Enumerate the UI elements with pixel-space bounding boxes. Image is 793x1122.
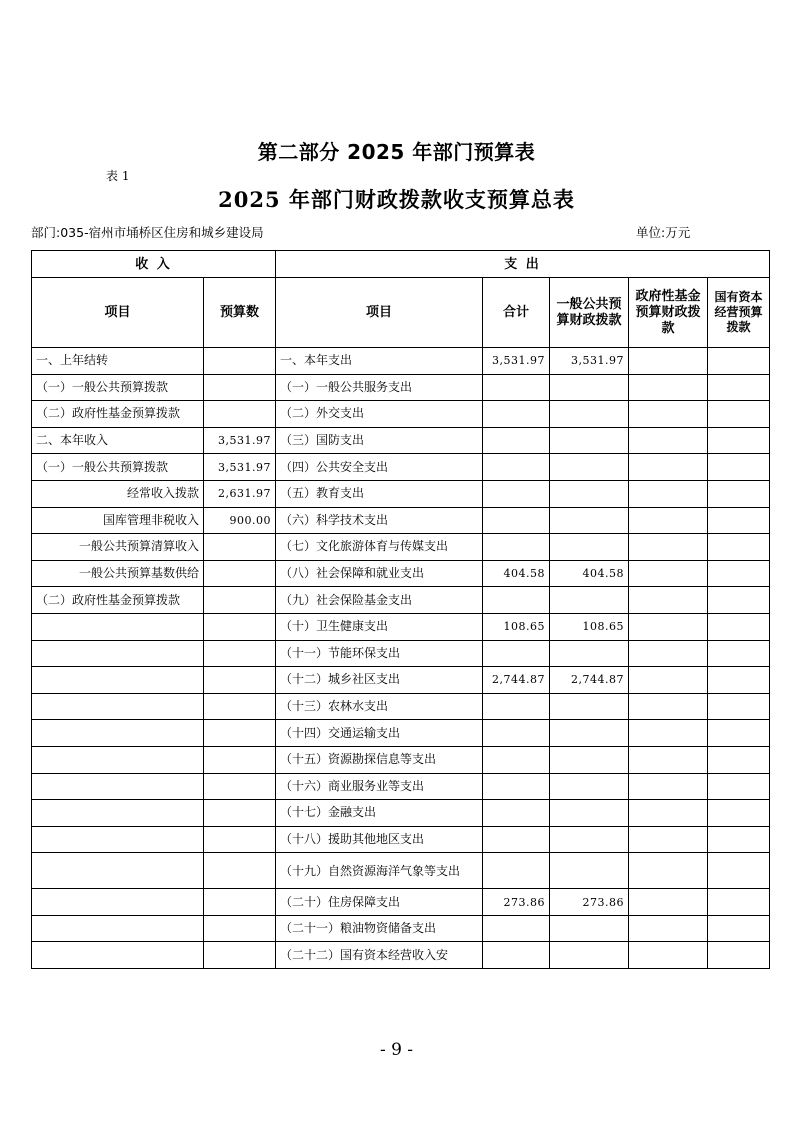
income-item-cell — [32, 613, 204, 640]
expense-item-cell: （十一）节能环保支出 — [276, 640, 483, 667]
fund-budget-cell — [629, 853, 708, 889]
fund-budget-cell — [629, 534, 708, 561]
total-cell — [483, 915, 550, 942]
expense-item-cell: （十五）资源勘探信息等支出 — [276, 746, 483, 773]
general-budget-cell — [550, 693, 629, 720]
income-item-cell: （一）一般公共预算拨款 — [32, 374, 204, 401]
soe-budget-cell — [708, 720, 770, 747]
fund-budget-cell — [629, 693, 708, 720]
table-row — [32, 915, 770, 942]
total-cell — [483, 826, 550, 853]
table-row — [32, 853, 770, 889]
total-cell — [483, 401, 550, 428]
budget-table — [31, 250, 770, 969]
total-cell: 273.86 — [483, 889, 550, 916]
expense-item-cell: （二）外交支出 — [276, 401, 483, 428]
total-cell — [483, 746, 550, 773]
income-item-cell: 一般公共预算基数供给 — [32, 560, 204, 587]
fund-budget-cell — [629, 915, 708, 942]
total-cell — [483, 773, 550, 800]
income-value-cell — [204, 915, 276, 942]
income-value-cell — [204, 800, 276, 827]
general-budget-cell — [550, 480, 629, 507]
table-row — [32, 800, 770, 827]
soe-budget-cell — [708, 915, 770, 942]
fund-budget-cell — [629, 427, 708, 454]
soe-budget-cell — [708, 427, 770, 454]
expense-item-cell: （九）社会保险基金支出 — [276, 587, 483, 614]
general-budget-cell — [550, 587, 629, 614]
page-number: - 9 - — [379, 1040, 414, 1060]
total-cell — [483, 480, 550, 507]
col-header-budget: 预算数 — [204, 278, 276, 348]
fund-budget-cell — [629, 507, 708, 534]
soe-budget-cell — [708, 454, 770, 481]
soe-budget-cell — [708, 853, 770, 889]
fund-budget-cell — [629, 889, 708, 916]
income-value-cell — [204, 613, 276, 640]
expense-item-cell: （十九）自然资源海洋气象等支出 — [276, 853, 483, 889]
fund-budget-cell — [629, 720, 708, 747]
income-value-cell — [204, 746, 276, 773]
expense-item-cell: （十八）援助其他地区支出 — [276, 826, 483, 853]
total-cell — [483, 427, 550, 454]
general-budget-cell — [550, 915, 629, 942]
fund-budget-cell — [629, 613, 708, 640]
table-row — [32, 773, 770, 800]
table-title: 2025 年部门财政拨款收支预算总表 — [218, 187, 575, 212]
soe-budget-cell — [708, 746, 770, 773]
soe-budget-cell — [708, 889, 770, 916]
income-item-cell: 国库管理非税收入 — [32, 507, 204, 534]
income-item-cell: （二）政府性基金预算拨款 — [32, 401, 204, 428]
soe-budget-cell — [708, 560, 770, 587]
expense-item-cell: （二十）住房保障支出 — [276, 889, 483, 916]
expense-item-cell: （五）教育支出 — [276, 480, 483, 507]
fund-budget-cell — [629, 587, 708, 614]
income-value-cell — [204, 348, 276, 375]
income-item-cell — [32, 826, 204, 853]
soe-budget-cell — [708, 942, 770, 969]
expense-item-cell: （十三）农林水支出 — [276, 693, 483, 720]
soe-budget-cell — [708, 507, 770, 534]
table-row — [32, 746, 770, 773]
table-row — [32, 889, 770, 916]
expense-item-cell: （四）公共安全支出 — [276, 454, 483, 481]
soe-budget-cell — [708, 374, 770, 401]
general-budget-cell — [550, 720, 629, 747]
total-cell — [483, 454, 550, 481]
general-budget-cell — [550, 507, 629, 534]
soe-budget-cell — [708, 401, 770, 428]
soe-budget-cell — [708, 773, 770, 800]
general-budget-cell — [550, 942, 629, 969]
soe-budget-cell — [708, 480, 770, 507]
total-cell — [483, 800, 550, 827]
expense-item-cell: （十四）交通运输支出 — [276, 720, 483, 747]
fund-budget-cell — [629, 374, 708, 401]
total-cell — [483, 507, 550, 534]
table-row — [32, 348, 770, 375]
income-item-cell — [32, 889, 204, 916]
col-header-income-item: 项目 — [32, 278, 204, 348]
col-header-soe-budget: 国有资本经营预算拨款 — [708, 278, 770, 348]
table-row — [32, 454, 770, 481]
soe-budget-cell — [708, 640, 770, 667]
part-title: 第二部分 2025 年部门预算表 — [257, 140, 536, 164]
general-budget-cell — [550, 826, 629, 853]
general-budget-cell — [550, 401, 629, 428]
income-value-cell — [204, 534, 276, 561]
col-header-general-budget: 一般公共预算财政拨款 — [550, 278, 629, 348]
table-row — [32, 534, 770, 561]
table-row — [32, 826, 770, 853]
income-value-cell — [204, 587, 276, 614]
expense-item-cell: （六）科学技术支出 — [276, 507, 483, 534]
income-item-cell — [32, 640, 204, 667]
soe-budget-cell — [708, 667, 770, 694]
general-budget-cell — [550, 454, 629, 481]
col-header-fund-budget: 政府性基金预算财政拨款 — [629, 278, 708, 348]
soe-budget-cell — [708, 587, 770, 614]
income-value-cell — [204, 853, 276, 889]
general-budget-cell — [550, 427, 629, 454]
total-cell — [483, 374, 550, 401]
table-row — [32, 613, 770, 640]
income-item-cell — [32, 942, 204, 969]
expense-item-cell: （七）文化旅游体育与传媒支出 — [276, 534, 483, 561]
general-budget-cell: 2,744.87 — [550, 667, 629, 694]
income-item-cell: 一般公共预算清算收入 — [32, 534, 204, 561]
expense-item-cell: （十六）商业服务业等支出 — [276, 773, 483, 800]
fund-budget-cell — [629, 826, 708, 853]
fund-budget-cell — [629, 746, 708, 773]
general-budget-cell: 108.65 — [550, 613, 629, 640]
col-header-expense-item: 项目 — [276, 278, 483, 348]
budget-table-body — [32, 348, 770, 969]
column-header-row — [32, 278, 770, 348]
income-value-cell — [204, 773, 276, 800]
table-row — [32, 942, 770, 969]
fund-budget-cell — [629, 640, 708, 667]
income-value-cell — [204, 720, 276, 747]
general-budget-cell — [550, 746, 629, 773]
income-item-cell: 一、上年结转 — [32, 348, 204, 375]
total-cell: 108.65 — [483, 613, 550, 640]
expense-item-cell: （一）一般公共服务支出 — [276, 374, 483, 401]
income-value-cell — [204, 560, 276, 587]
income-value-cell: 900.00 — [204, 507, 276, 534]
general-budget-cell: 3,531.97 — [550, 348, 629, 375]
unit-label: 单位:万元 — [636, 225, 691, 240]
table-row — [32, 374, 770, 401]
fund-budget-cell — [629, 667, 708, 694]
income-value-cell — [204, 401, 276, 428]
income-item-cell — [32, 773, 204, 800]
income-item-cell: （二）政府性基金预算拨款 — [32, 587, 204, 614]
expense-item-cell: （二十二）国有资本经营收入安 — [276, 942, 483, 969]
general-budget-cell — [550, 853, 629, 889]
fund-budget-cell — [629, 480, 708, 507]
total-cell — [483, 720, 550, 747]
general-budget-cell — [550, 773, 629, 800]
income-item-cell — [32, 853, 204, 889]
table-row — [32, 560, 770, 587]
income-item-cell — [32, 720, 204, 747]
expense-item-cell: （十二）城乡社区支出 — [276, 667, 483, 694]
table-row — [32, 587, 770, 614]
general-budget-cell — [550, 374, 629, 401]
soe-budget-cell — [708, 534, 770, 561]
total-cell — [483, 534, 550, 561]
group-header-row — [32, 251, 770, 278]
fund-budget-cell — [629, 773, 708, 800]
fund-budget-cell — [629, 942, 708, 969]
table-number: 表 1 — [106, 169, 130, 183]
fund-budget-cell — [629, 348, 708, 375]
table-row — [32, 401, 770, 428]
expense-item-cell: 一、本年支出 — [276, 348, 483, 375]
income-group-header: 收 入 — [32, 251, 276, 278]
income-item-cell — [32, 915, 204, 942]
soe-budget-cell — [708, 800, 770, 827]
income-value-cell — [204, 942, 276, 969]
table-row — [32, 640, 770, 667]
soe-budget-cell — [708, 693, 770, 720]
fund-budget-cell — [629, 560, 708, 587]
general-budget-cell — [550, 640, 629, 667]
income-value-cell — [204, 889, 276, 916]
income-value-cell — [204, 640, 276, 667]
fund-budget-cell — [629, 401, 708, 428]
total-cell: 2,744.87 — [483, 667, 550, 694]
income-item-cell — [32, 800, 204, 827]
income-item-cell: 经常收入拨款 — [32, 480, 204, 507]
department-label: 部门:035-宿州市埇桥区住房和城乡建设局 — [31, 225, 264, 240]
total-cell: 3,531.97 — [483, 348, 550, 375]
income-item-cell — [32, 667, 204, 694]
income-value-cell — [204, 374, 276, 401]
total-cell — [483, 693, 550, 720]
income-value-cell — [204, 826, 276, 853]
table-row — [32, 427, 770, 454]
general-budget-cell: 273.86 — [550, 889, 629, 916]
general-budget-cell — [550, 534, 629, 561]
table-row — [32, 667, 770, 694]
table-row — [32, 720, 770, 747]
total-cell — [483, 853, 550, 889]
total-cell — [483, 587, 550, 614]
fund-budget-cell — [629, 800, 708, 827]
general-budget-cell — [550, 800, 629, 827]
income-value-cell — [204, 667, 276, 694]
income-item-cell — [32, 746, 204, 773]
table-row — [32, 507, 770, 534]
expense-item-cell: （十）卫生健康支出 — [276, 613, 483, 640]
general-budget-cell: 404.58 — [550, 560, 629, 587]
income-item-cell — [32, 693, 204, 720]
total-cell — [483, 640, 550, 667]
income-value-cell: 2,631.97 — [204, 480, 276, 507]
expense-item-cell: （十七）金融支出 — [276, 800, 483, 827]
soe-budget-cell — [708, 348, 770, 375]
soe-budget-cell — [708, 613, 770, 640]
table-row — [32, 693, 770, 720]
total-cell: 404.58 — [483, 560, 550, 587]
expense-item-cell: （八）社会保障和就业支出 — [276, 560, 483, 587]
expense-item-cell: （二十一）粮油物资储备支出 — [276, 915, 483, 942]
table-row — [32, 480, 770, 507]
income-item-cell: 二、本年收入 — [32, 427, 204, 454]
total-cell — [483, 942, 550, 969]
fund-budget-cell — [629, 454, 708, 481]
col-header-total: 合计 — [483, 278, 550, 348]
expense-group-header: 支 出 — [276, 251, 770, 278]
income-value-cell: 3,531.97 — [204, 454, 276, 481]
income-value-cell — [204, 693, 276, 720]
income-item-cell: （一）一般公共预算拨款 — [32, 454, 204, 481]
income-value-cell: 3,531.97 — [204, 427, 276, 454]
expense-item-cell: （三）国防支出 — [276, 427, 483, 454]
soe-budget-cell — [708, 826, 770, 853]
